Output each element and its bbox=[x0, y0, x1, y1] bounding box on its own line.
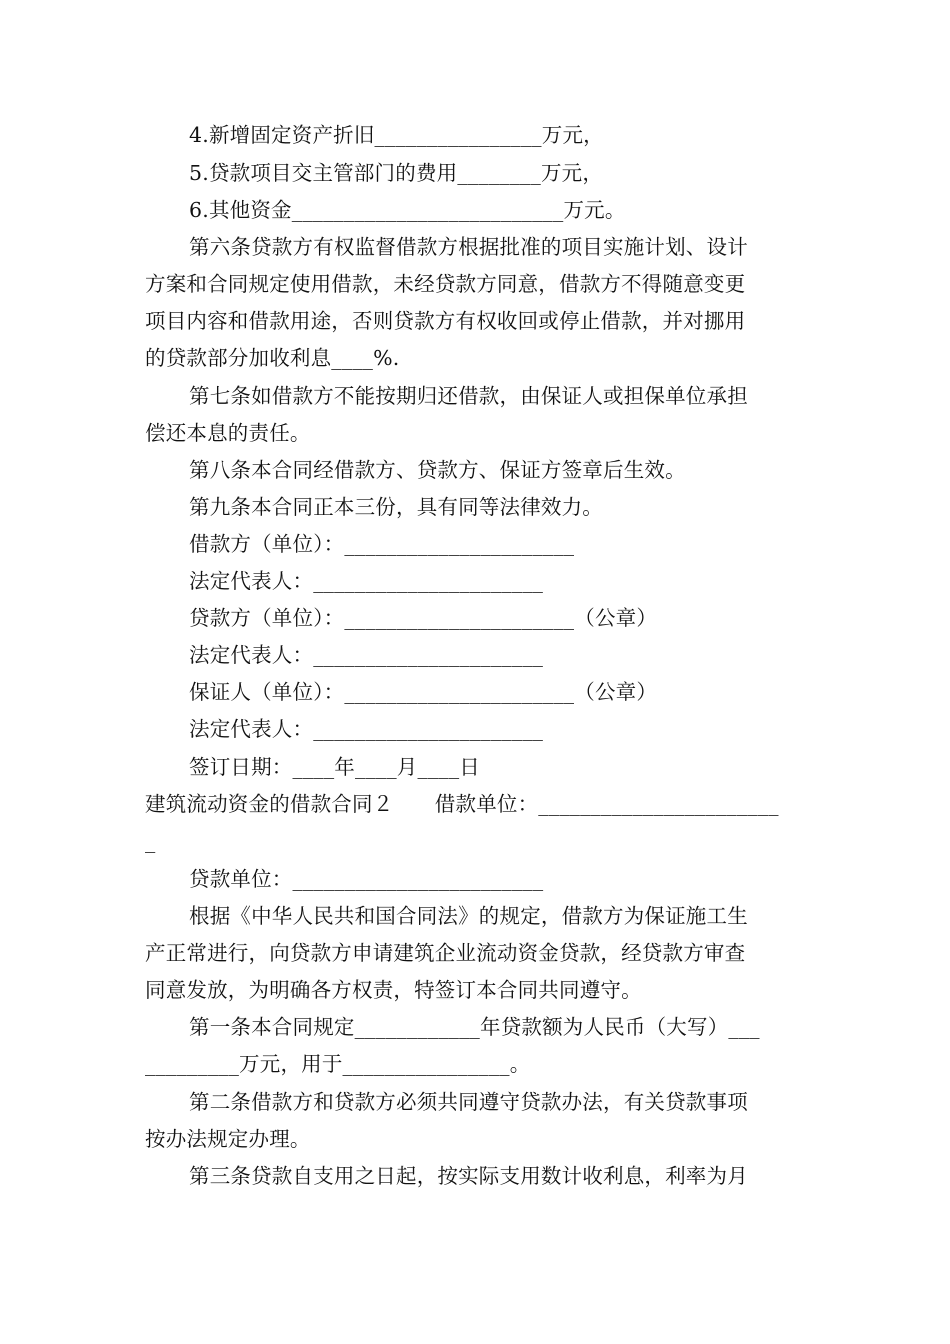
contract-2-title-borrower-line: 建筑流动资金的借款合同２ 借款单位：_______________________ bbox=[145, 792, 779, 816]
article-8: 第八条本合同经借款方、贷款方、保证方签章后生效。 bbox=[189, 458, 686, 482]
lender-unit-line: 贷款单位：________________________ bbox=[189, 867, 544, 891]
lender-signature-line: 贷款方（单位）：______________________（公章） bbox=[189, 606, 658, 630]
guarantor-signature-line: 保证人（单位）：______________________（公章） bbox=[189, 680, 658, 704]
preamble-line-3: 同意发放，为明确各方权责，特签订本合同共同遵守。 bbox=[145, 978, 642, 1002]
article-6-line-4: 的贷款部分加收利息____%. bbox=[145, 346, 400, 370]
c2-article-1-line-2: _________万元，用于________________。 bbox=[145, 1052, 531, 1076]
c2-article-2-line-1: 第二条借款方和贷款方必须共同遵守贷款办法，有关贷款事项 bbox=[189, 1090, 748, 1114]
c2-article-3-line-1: 第三条贷款自支用之日起，按实际支用数计收利息，利率为月 bbox=[189, 1164, 748, 1188]
preamble-line-2: 产正常进行，向贷款方申请建筑企业流动资金贷款，经贷款方审查 bbox=[145, 941, 746, 965]
contract-2-underscore-continuation: _ bbox=[145, 829, 156, 853]
item-6-other-funds: 6.其他资金__________________________万元。 bbox=[189, 198, 626, 222]
article-9: 第九条本合同正本三份，具有同等法律效力。 bbox=[189, 495, 603, 519]
article-7-line-2: 偿还本息的责任。 bbox=[145, 421, 311, 445]
borrower-signature-line: 借款方（单位）：______________________ bbox=[189, 532, 575, 556]
lender-representative-line: 法定代表人：______________________ bbox=[189, 643, 544, 667]
item-4-depreciation: 4.新增固定资产折旧________________万元， bbox=[189, 123, 604, 147]
article-6-line-1: 第六条贷款方有权监督借款方根据批准的项目实施计划、设计 bbox=[189, 235, 748, 259]
article-7-line-1: 第七条如借款方不能按期归还借款，由保证人或担保单位承担 bbox=[189, 384, 748, 408]
borrower-representative-line: 法定代表人：______________________ bbox=[189, 569, 544, 593]
signing-date-line: 签订日期：____年____月____日 bbox=[189, 755, 480, 779]
item-5-management-fee: 5.贷款项目交主管部门的费用________万元， bbox=[189, 161, 604, 185]
article-6-line-3: 项目内容和借款用途，否则贷款方有权收回或停止借款，并对挪用 bbox=[145, 309, 746, 333]
guarantor-representative-line: 法定代表人：______________________ bbox=[189, 717, 544, 741]
c2-article-1-line-1: 第一条本合同规定____________年贷款额为人民币（大写）___ bbox=[189, 1015, 760, 1039]
preamble-line-1: 根据《中华人民共和国合同法》的规定，借款方为保证施工生 bbox=[189, 904, 748, 928]
c2-article-2-line-2: 按办法规定办理。 bbox=[145, 1127, 311, 1151]
article-6-line-2: 方案和合同规定使用借款，未经贷款方同意，借款方不得随意变更 bbox=[145, 272, 746, 296]
